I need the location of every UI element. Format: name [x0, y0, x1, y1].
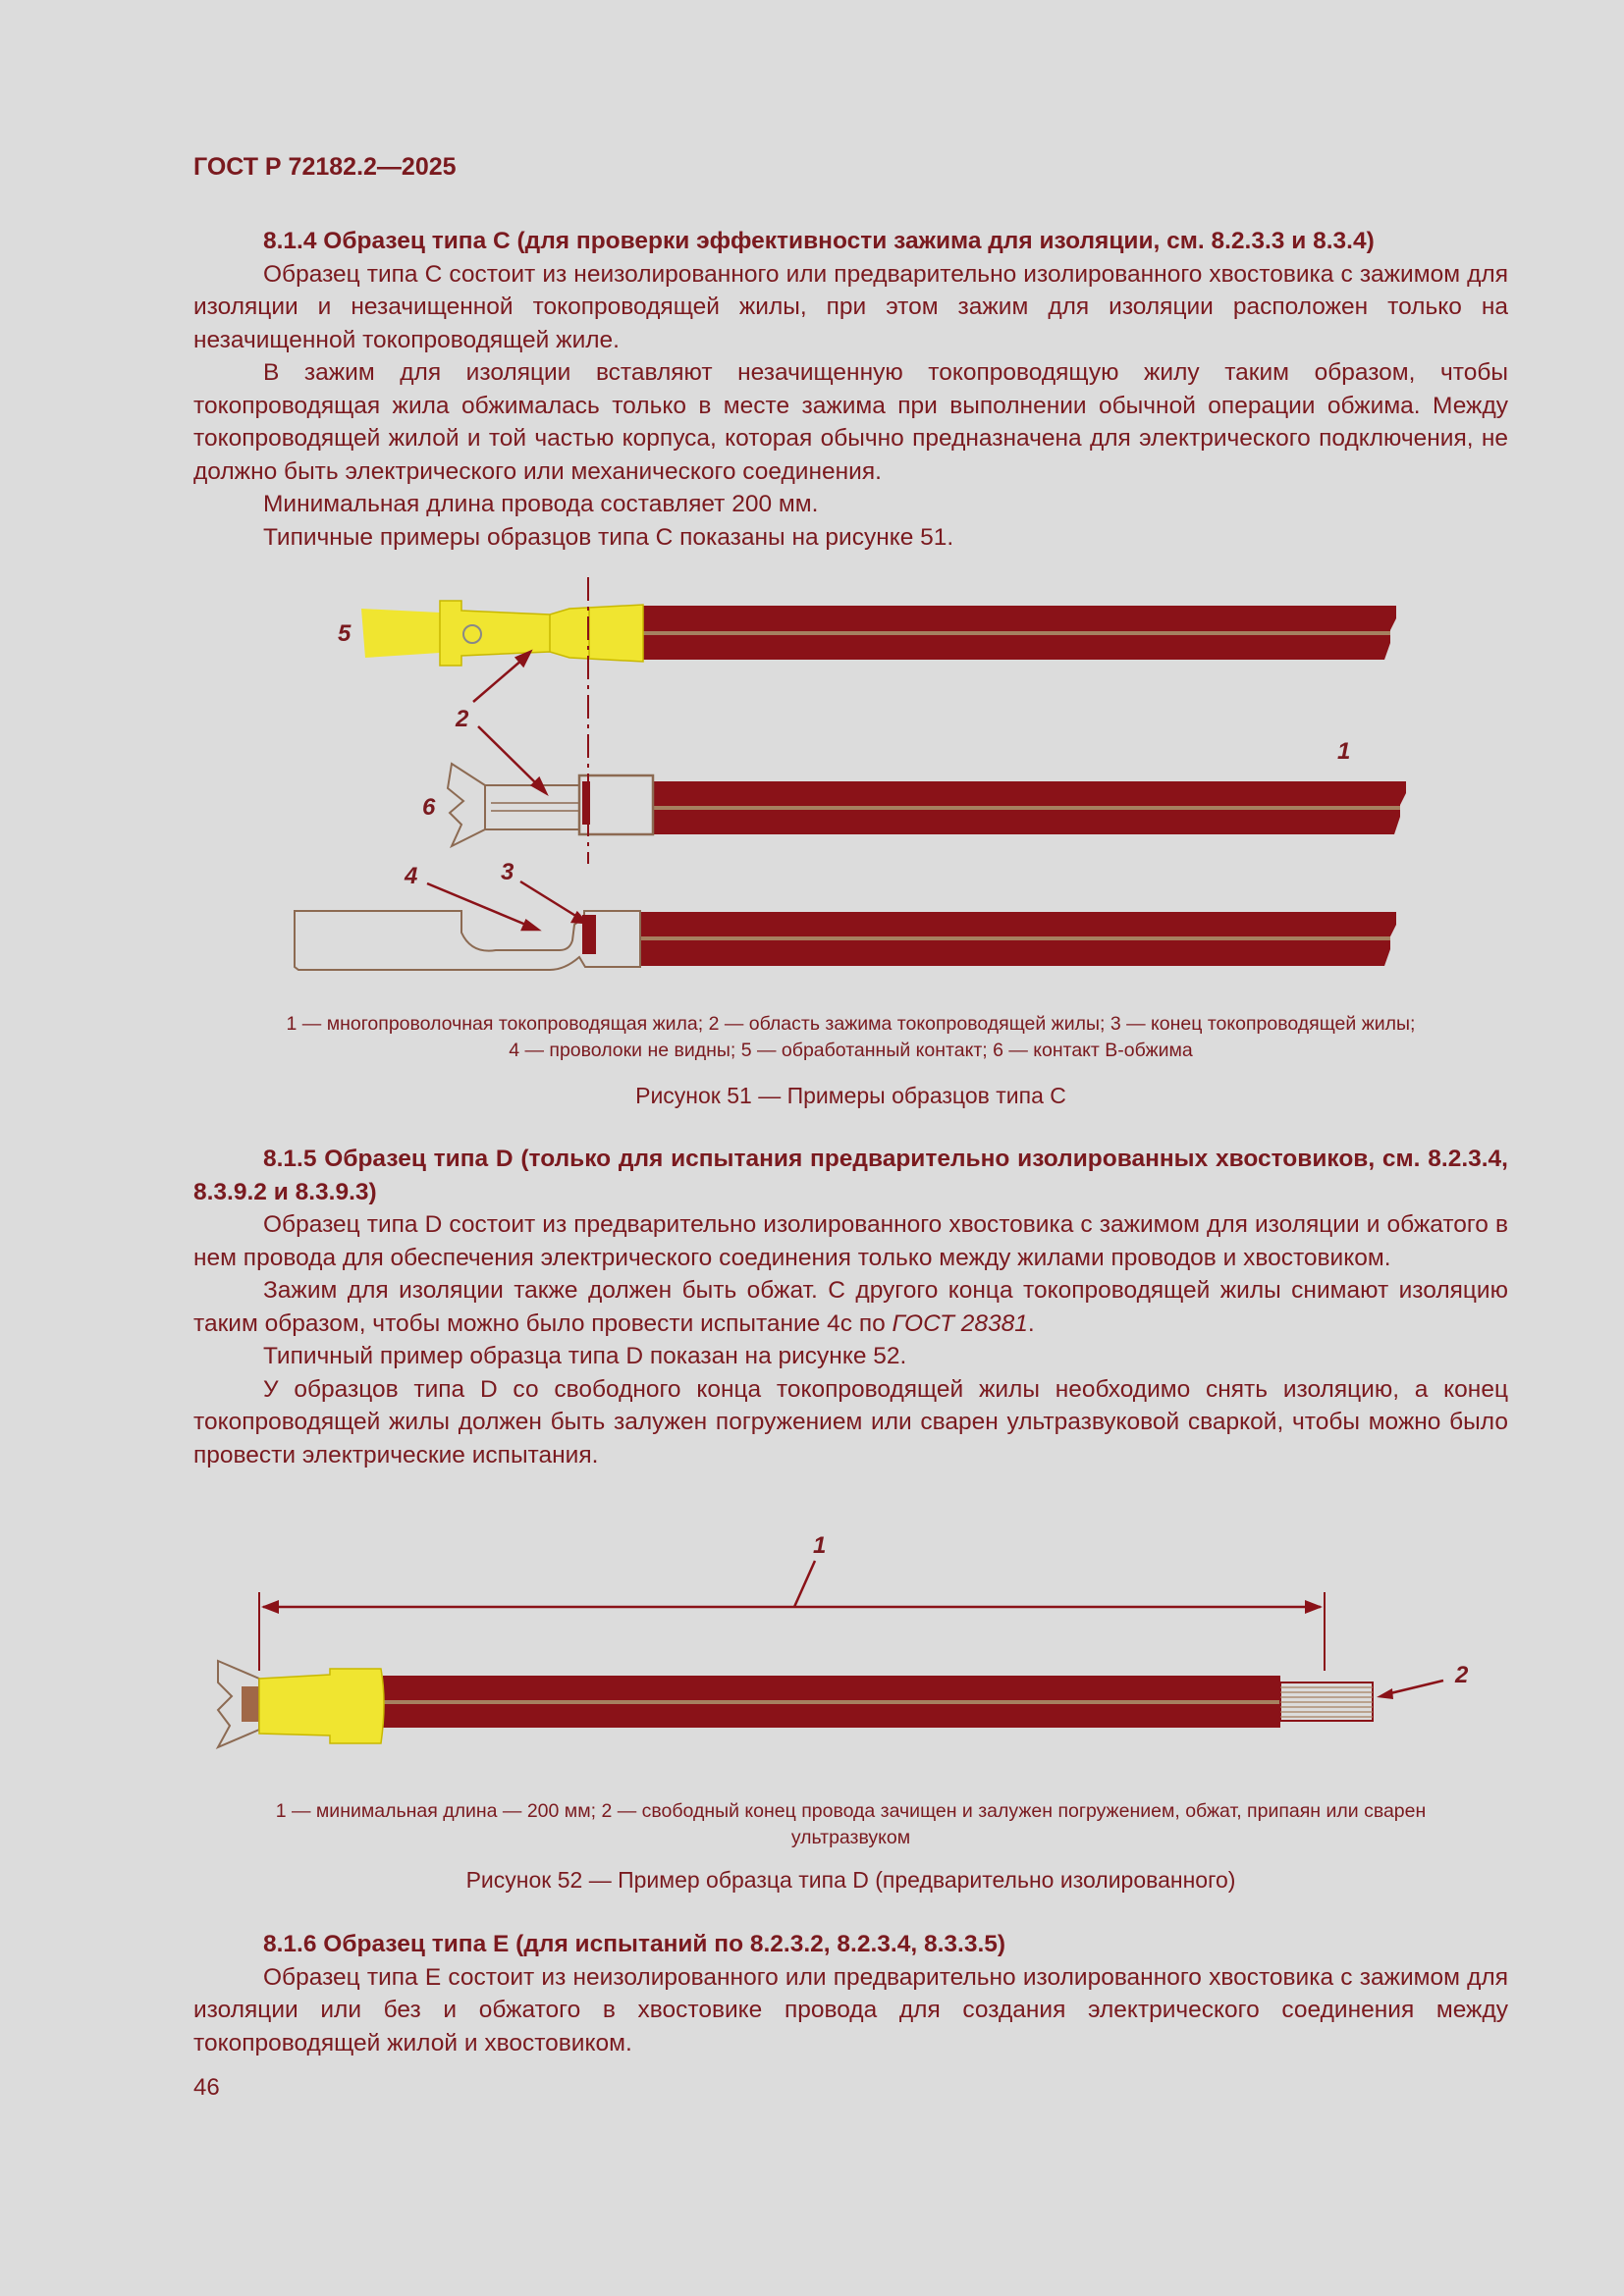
paragraph: Образец типа D состоит из предварительно изолированного хвостовика с зажимом для изоляции и обжатого в нем провода для обеспечения электрического соединения только между жилами проводов и хвостовиком. [193, 1211, 1508, 1271]
label-4: 4 [405, 863, 418, 889]
label-5: 5 [338, 620, 352, 647]
label-1: 1 [1337, 738, 1351, 765]
section-heading: 8.1.4 Образец типа С (для проверки эффективности зажима для изоляции, см. 8.2.3.3 и 8.3.4) [263, 228, 1375, 254]
paragraph: В зажим для изоляции вставляют незачищенную токопроводящую жилу таким образом, чтобы токопроводящая жила обжималась только в месте зажима при выполнении обычной операции обжима. Между токопроводящей жилой и той частью корпуса, которая обычно предназначена для электрического подключения, не должно быть электрического или механического соединения. [193, 359, 1508, 485]
standard-reference: ГОСТ 28381 [892, 1309, 1028, 1337]
section-heading: 8.1.6 Образец типа Е (для испытаний по 8.2.3.2, 8.2.3.4, 8.3.3.5) [263, 1931, 1006, 1957]
figure-51-caption: Рисунок 51 — Примеры образцов типа С [635, 1083, 1066, 1108]
fig52-label-2: 2 [1455, 1662, 1469, 1688]
figure-52-legend [193, 1798, 1508, 1851]
figure-51-legend [193, 1011, 1508, 1064]
label-6: 6 [422, 794, 436, 821]
section-heading: 8.1.5 Образец типа D (только для испытания предварительно изолированных хвостовиков, см. 8.2.3.4, 8.3.9.2 и 8.3.9.3) [193, 1146, 1508, 1205]
section-8-1-5 [193, 1143, 1508, 1471]
legend-line: ультразвуком [790, 1827, 911, 1848]
paragraph: Зажим для изоляции также должен быть обжат. С другого конца токопроводящей жилы снимают изоляцию таким образом, чтобы можно было провести испытание 4с по ГОСТ 28381. [193, 1277, 1508, 1337]
label-2: 2 [456, 706, 469, 732]
page-number: 46 [193, 2074, 220, 2101]
document-header: ГОСТ Р 72182.2—2025 [193, 153, 457, 181]
processed-contact [361, 601, 643, 666]
paragraph: Образец типа Е состоит из неизолированного или предварительно изолированного хвостовика с зажимом для изоляции или без и обжатого в хвостовике провода для создания электрического соединения между токопроводящей жилой и хвостовиком. [193, 1963, 1508, 2056]
label-3: 3 [501, 859, 514, 885]
wire-middle [653, 781, 1406, 834]
paragraph: Минимальная длина провода составляет 200 мм. [263, 491, 819, 517]
wire-top [643, 606, 1396, 660]
paragraph: Типичные примеры образцов типа С показаны на рисунке 51. [263, 523, 954, 551]
legend-line: 4 — проволоки не видны; 5 — обработанный контакт; 6 — контакт B-обжима [509, 1040, 1193, 1061]
section-8-1-6 [193, 1928, 1508, 2059]
paragraph: Образец типа С состоит из неизолированного или предварительно изолированного хвостовика с зажимом для изоляции и незачищенной токопроводящей жилы, при этом зажим для изоляции расположен только на незачищенной токопроводящей жиле. [193, 260, 1508, 353]
unprocessed-contact [295, 911, 640, 970]
figure-52-drawing [218, 1561, 1443, 1747]
paragraph: Типичный пример образца типа D показан на рисунке 52. [263, 1343, 907, 1369]
figure-52-caption: Рисунок 52 — Пример образца типа D (предварительно изолированного) [465, 1867, 1236, 1893]
wire-bottom [640, 912, 1396, 966]
paragraph: У образцов типа D со свободного конца токопроводящей жилы необходимо снять изоляцию, а конец токопроводящей жилы должен быть залужен погружением или сварен ультразвуковой сваркой, чтобы можно было провести электрические испытания. [193, 1375, 1508, 1468]
legend-line: 1 — многопроволочная токопроводящая жила; 2 — область зажима токопроводящей жилы; 3 — конец токопроводящей жилы; [286, 1013, 1416, 1035]
legend-line: 1 — минимальная длина — 200 мм; 2 — свободный конец провода зачищен и залужен погружением, обжат, припаян или сварен [275, 1800, 1427, 1822]
b-crimp-contact [448, 764, 653, 846]
fig52-label-1: 1 [813, 1532, 827, 1559]
